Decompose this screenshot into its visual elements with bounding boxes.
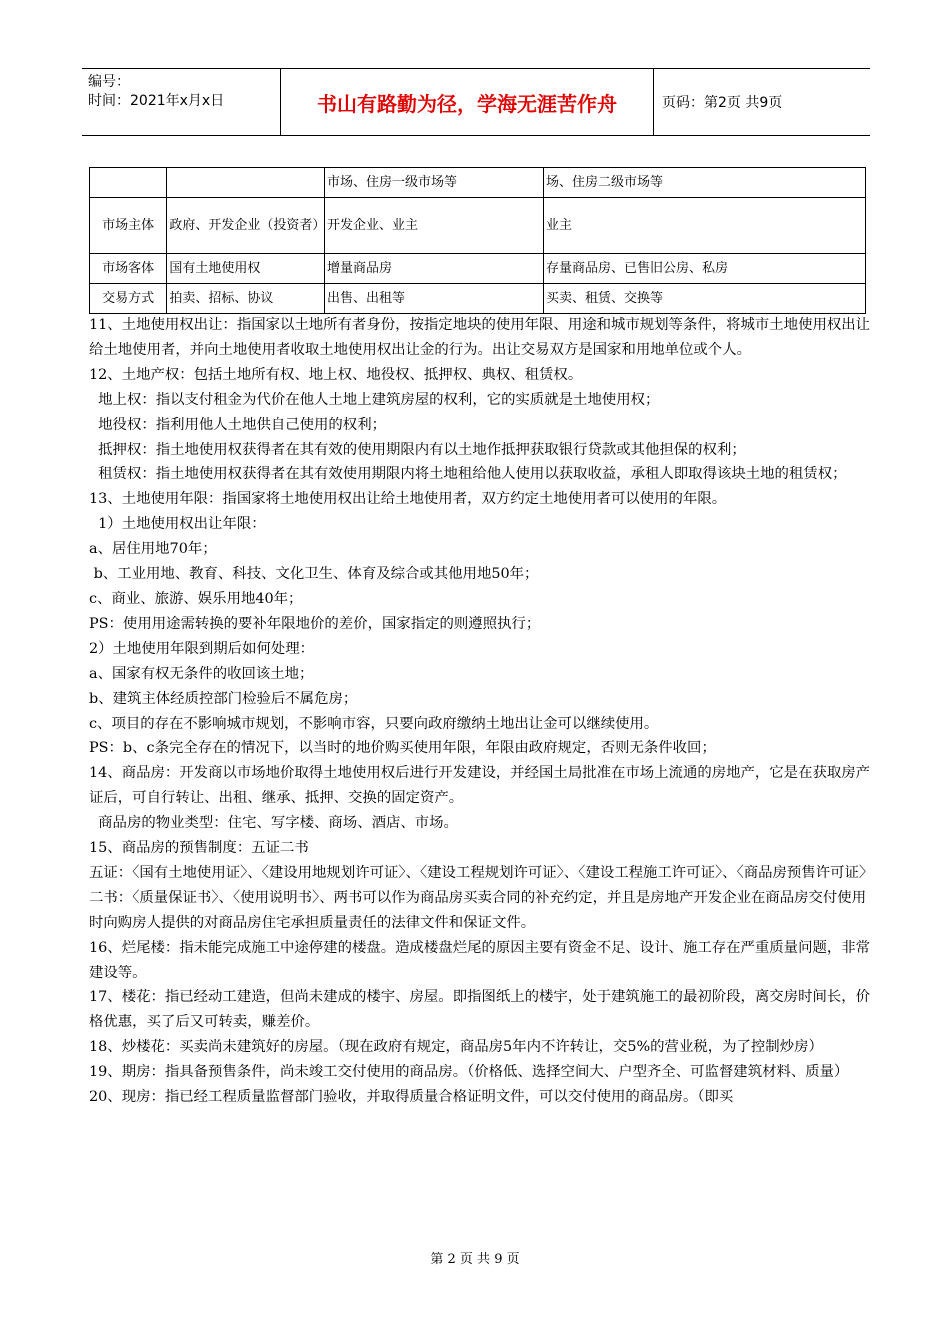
table-cell: 存量商品房、已售旧公房、私房 <box>544 254 866 284</box>
table-row <box>90 284 866 314</box>
paragraph: 13、土地使用年限：指国家将土地使用权出让给土地使用者，双方约定土地使用者可以使用的年限。 <box>89 491 727 508</box>
table-cell: 市场、住房一级市场等 <box>325 168 544 198</box>
paragraph: 抵押权：指土地使用权获得者在其有效的使用期限内有以土地作抵押获取银行贷款或其他担保的权利； <box>89 441 746 458</box>
table-cell: 增量商品房 <box>325 254 544 284</box>
paragraph: 租赁权：指土地使用权获得者在其有效使用期限内将土地租给他人使用以获取收益，承租人即取得该块土地的租赁权； <box>89 466 847 483</box>
paragraph: 20、现房：指已经工程质量监督部门验收，并取得质量合格证明文件，可以交付使用的商品房。（即买 <box>89 1089 734 1106</box>
paragraph: a、国家有权无条件的收回该土地； <box>89 665 314 682</box>
table-cell: 买卖、租赁、交换等 <box>544 284 866 314</box>
doc-time-label: 时间：2021年x月x日 <box>88 93 225 109</box>
doc-code-label: 编号： <box>88 74 130 90</box>
paragraph: 16、烂尾楼：指未能完成施工中途停建的楼盘。造成楼盘烂尾的原因主要有资金不足、设计、施工存在严重质量问题，非常建设等。 <box>89 939 871 981</box>
paragraph: 14、商品房：开发商以市场地价取得土地使用权后进行开发建设，并经国土局批准在市场上流通的房地产，它是在获取房产证后，可自行转让、出租、继承、抵押、交换的固定资产。 <box>89 765 871 807</box>
table-cell: 出售、出租等 <box>325 284 544 314</box>
paragraph: 11、土地使用权出让：指国家以土地所有者身份，按指定地块的使用年限、用途和城市规划等条件，将城市土地使用权出让给土地使用者，并向土地使用者收取土地使用权出让金的行为。出让交易双方是国家和用地单位或个人。 <box>89 317 871 358</box>
table-row <box>90 168 866 198</box>
paragraph: 18、炒楼花：买卖尚未建筑好的房屋。（现在政府有规定，商品房5年内不许转让，交5%的营业税，为了控制炒房） <box>89 1039 823 1056</box>
paragraph: c、商业、旅游、娱乐用地40年； <box>89 590 303 607</box>
page-header <box>82 68 870 136</box>
paragraph: 商品房的物业类型：住宅、写字楼、商场、酒店、市场。 <box>89 815 458 832</box>
header-page-info: 页码：第2页 共9页 <box>662 95 783 111</box>
paragraph: 15、商品房的预售制度：五证二书 <box>89 840 309 857</box>
table-row <box>90 254 866 284</box>
paragraph: 二书：〈质量保证书〉、〈使用说明书〉、两书可以作为商品房买卖合同的补充约定，并且是房地产开发企业在商品房交付使用时向购房人提供的对商品房住宅承担质量责任的法律文件和保证文件。 <box>89 889 867 931</box>
table-cell <box>90 168 167 198</box>
market-table <box>89 167 866 314</box>
paragraph: PS：使用用途需转换的要补年限地价的差价，国家指定的则遵照执行； <box>89 615 541 632</box>
paragraph: 五证：〈国有土地使用证〉、〈建设用地规划许可证〉、〈建设工程规划许可证〉、〈建设工程施工许可证〉、〈商品房预售许可证〉 <box>89 864 874 881</box>
table-cell: 场、住房二级市场等 <box>544 168 866 198</box>
table-cell <box>167 168 325 198</box>
table-cell: 业主 <box>544 198 866 254</box>
table-cell: 开发企业、业主 <box>325 198 544 254</box>
paragraph: 17、楼花：指已经动工建造，但尚未建成的楼宇、房屋。即指图纸上的楼宇，处于建筑施工的最初阶段，离交房时间长，价格优惠，买了后又可转卖，赚差价。 <box>89 989 871 1031</box>
paragraph: b、建筑主体经质控部门检验后不属危房； <box>89 690 358 707</box>
paragraph: a、居住用地70年； <box>89 541 217 558</box>
table-cell: 拍卖、招标、协议 <box>167 284 325 314</box>
paragraph: 地上权：指以支付租金为代价在他人土地上建筑房屋的权利，它的实质就是土地使用权； <box>89 391 660 408</box>
table-row <box>90 198 866 254</box>
table-cell: 国有土地使用权 <box>167 254 325 284</box>
paragraph: 1）土地使用权出让年限： <box>89 516 266 533</box>
table-cell: 政府、开发企业（投资者） <box>167 198 325 254</box>
paragraph: 19、期房：指具备预售条件，尚未竣工交付使用的商品房。（价格低、选择空间大、户型齐全、可监督建筑材料、质量） <box>89 1064 849 1081</box>
header-meta <box>82 69 280 135</box>
paragraph: 2）土地使用年限到期后如何处理： <box>89 640 315 657</box>
paragraph: c、项目的存在不影响城市规划，不影响市容，只要向政府缴纳土地出让金可以继续使用。 <box>89 715 659 732</box>
paragraph: b、工业用地、教育、科技、文化卫生、体育及综合或其他用地50年； <box>89 566 539 583</box>
body-text <box>89 313 873 1110</box>
table-cell: 交易方式 <box>90 284 167 314</box>
paragraph: 12、土地产权：包括土地所有权、地上权、地役权、抵押权、典权、租赁权。 <box>89 366 583 383</box>
header-motto: 书山有路勤为径，学海无涯苦作舟 <box>280 69 654 135</box>
table-cell: 市场客体 <box>90 254 167 284</box>
table-cell: 市场主体 <box>90 198 167 254</box>
paragraph: PS：b、c条完全存在的情况下，以当时的地价购买使用年限，年限由政府规定，否则无条件收回； <box>89 740 716 757</box>
page-footer: 第 2 页 共 9 页 <box>430 1252 520 1267</box>
paragraph: 地役权：指利用他人土地供自己使用的权利； <box>89 416 386 433</box>
